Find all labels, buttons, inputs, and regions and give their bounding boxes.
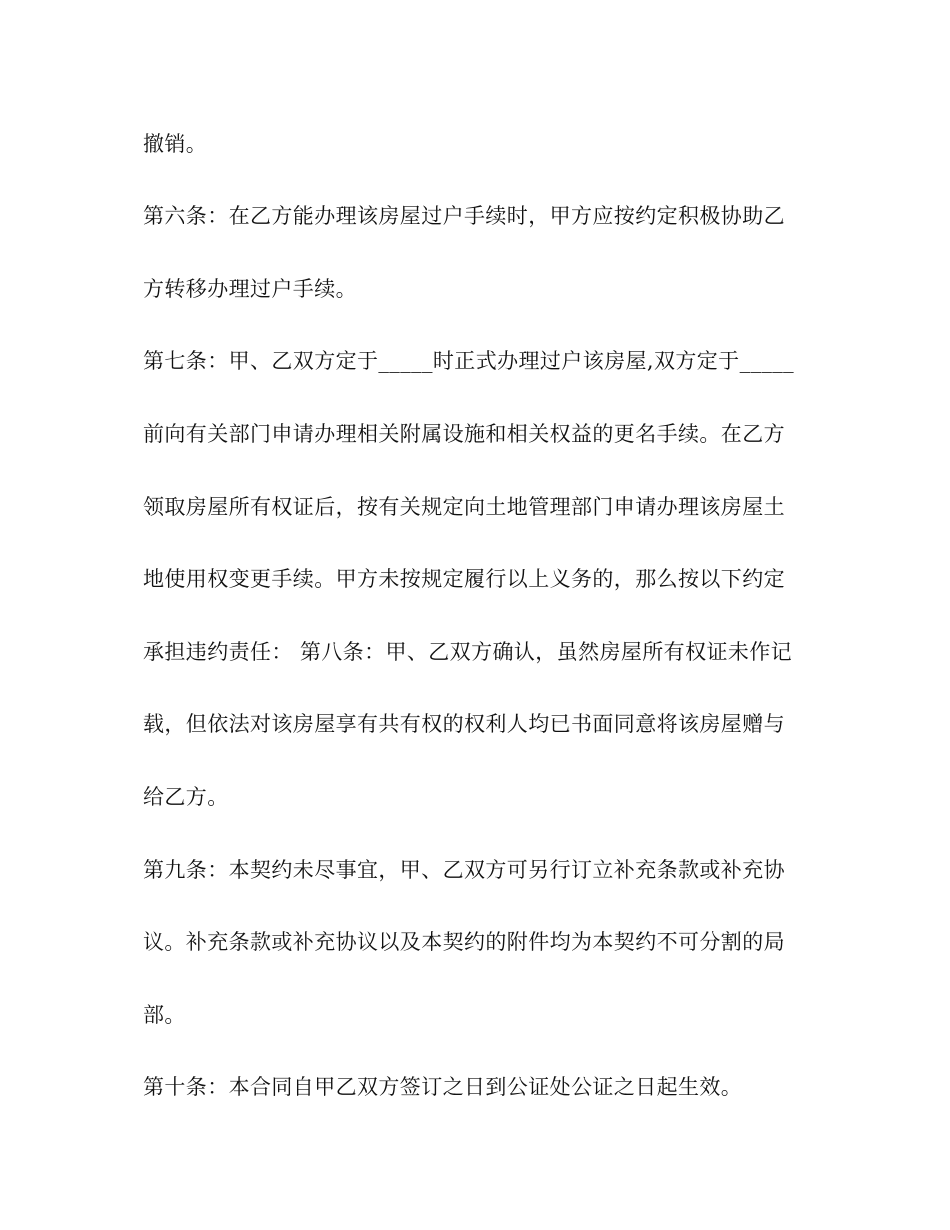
- text-line: 领取房屋所有权证后，按有关规定向土地管理部门申请办理该房屋土: [143, 495, 785, 519]
- text-line: 第十条：本合同自甲乙双方签订之日到公证处公证之日起生效。: [143, 1075, 743, 1099]
- text-line: 第六条：在乙方能办理该房屋过户手续时，甲方应按约定积极协助乙: [143, 204, 785, 228]
- text-line: 撤销。: [143, 132, 208, 156]
- text-line: 第九条：本契约未尽事宜，甲、乙双方可另行订立补充条款或补充协: [143, 858, 785, 882]
- text-line: 部。: [143, 1003, 186, 1027]
- text-line: 议。补充条款或补充协议以及本契约的附件均为本契约不可分割的局: [143, 930, 785, 954]
- text-line: 给乙方。: [143, 785, 229, 809]
- text-line: 方转移办理过户手续。: [143, 277, 357, 301]
- text-line: 地使用权变更手续。甲方未按规定履行以上义务的，那么按以下约定: [143, 567, 785, 591]
- text-line: 前向有关部门申请办理相关附属设施和相关权益的更名手续。在乙方: [143, 422, 785, 446]
- text-line: 第七条：甲、乙双方定于_____时正式办理过户该房屋,双方定于_____: [143, 349, 795, 373]
- text-line: 载，但依法对该房屋享有共有权的权利人均已书面同意将该房屋赠与: [143, 712, 785, 736]
- text-line: 承担违约责任： 第八条：甲、乙双方确认，虽然房屋所有权证未作记: [143, 640, 793, 664]
